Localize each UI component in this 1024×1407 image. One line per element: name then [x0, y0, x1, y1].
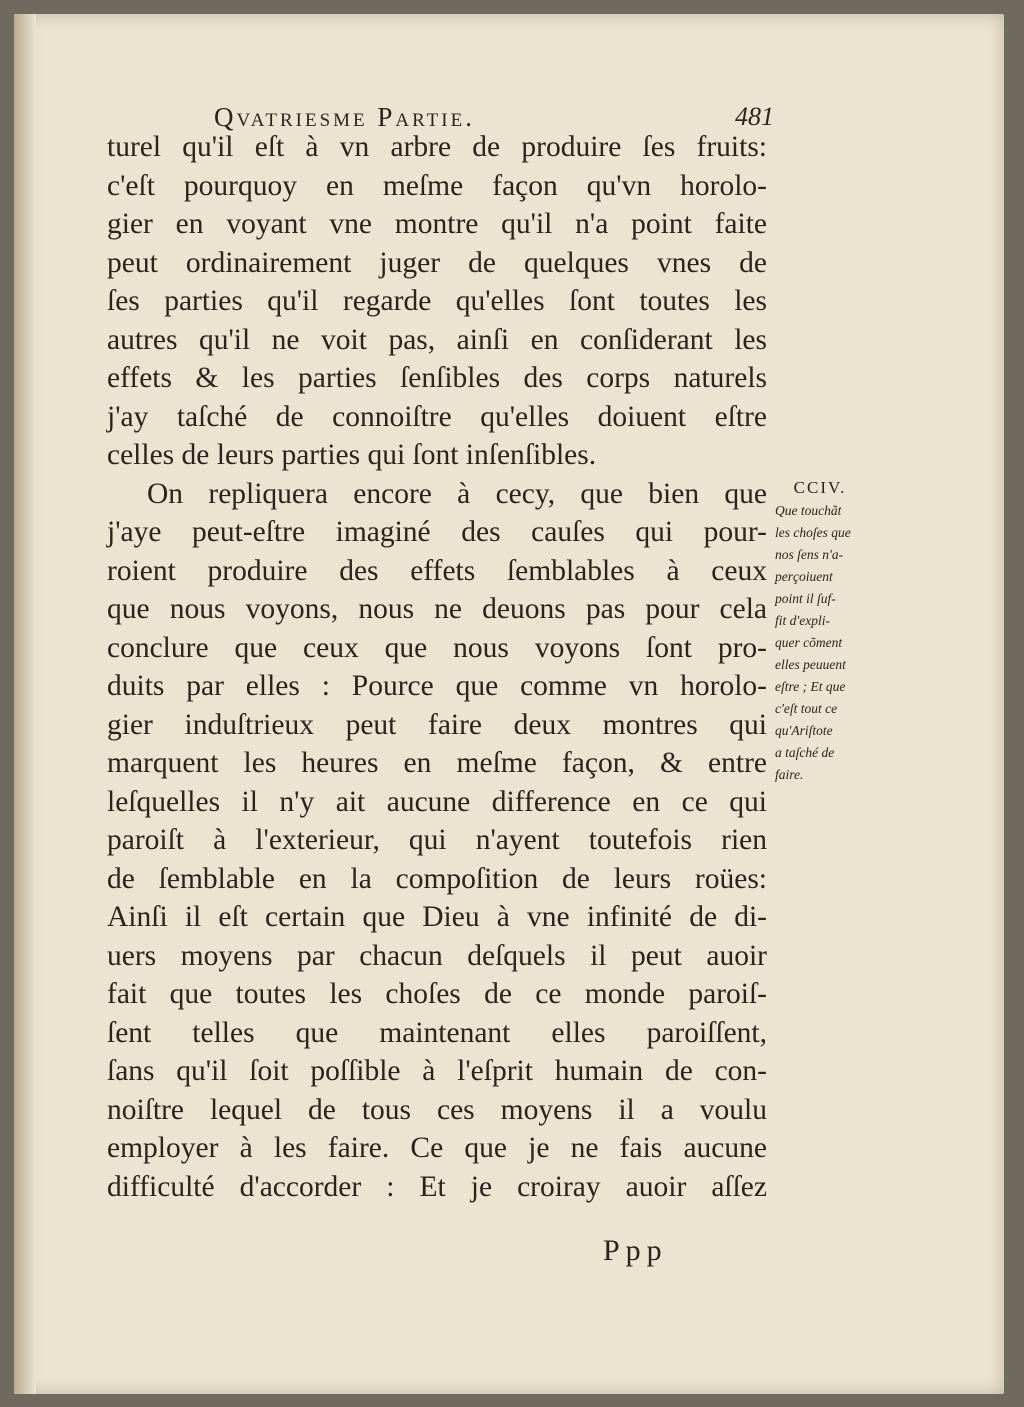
text-line: peut ordinairement juger de quelques vnes de [107, 246, 767, 279]
text-line: difficulté d'accorder : Et je croiray auoir aſſez [107, 1170, 767, 1203]
signature-mark: Ppp [603, 1234, 668, 1267]
text-line: ſans qu'il ſoit poſſible à l'eſprit humain de con- [107, 1055, 767, 1087]
margin-note-line: faire. [775, 767, 804, 782]
margin-note-line: fit d'expli- [775, 613, 830, 628]
margin-note-line: nos ſens n'a- [775, 547, 844, 562]
text-line: effets & les parties ſenſibles des corps naturels [107, 362, 767, 394]
margin-note-line: elles peuuent [775, 657, 846, 672]
text-line: duits par elles : Pource que comme vn horolo- [107, 670, 767, 702]
text-line: roient produire des effets ſemblables à ceux [107, 554, 767, 587]
text-line: paroiſt à l'exterieur, qui n'ayent toutefois rien [107, 824, 767, 856]
margin-note-line: qu'Ariſtote [775, 723, 833, 738]
margin-note-line: c'eſt tout ce [775, 701, 838, 716]
margin-note-line: a taſché de [775, 745, 835, 760]
paragraph-start-line: On repliquera encore à cecy, que bien que [147, 477, 767, 510]
book-spine [14, 14, 36, 1394]
text-line: que nous voyons, nous ne deuons pas pour cela [107, 593, 767, 625]
text-line: de ſemblable en la compoſition de leurs roües: [107, 862, 767, 895]
text-line: gier en voyant vne montre qu'il n'a point faite [107, 208, 767, 240]
main-text [107, 128, 767, 1206]
page-number: 481 [735, 102, 774, 131]
margin-note-line: quer cõment [775, 635, 843, 650]
text-line: j'aye peut-eſtre imaginé des cauſes qui pour- [107, 516, 767, 548]
margin-note-line: Que touchãt [775, 503, 842, 518]
margin-note-line: perçoiuent [775, 569, 833, 584]
margin-note-line: les choſes que [775, 525, 851, 540]
text-line: celles de leurs parties qui ſont inſenſibles. [107, 439, 597, 471]
text-line: autres qu'il ne voit pas, ainſi en conſiderant les [107, 323, 767, 356]
text-line: noiſtre lequel de tous ces moyens il a voulu [107, 1093, 767, 1126]
margin-note-line: point il ſuf- [775, 591, 836, 606]
text-line: gier induſtrieux peut faire deux montres qui [107, 708, 767, 741]
section-title: Qvatriesme Partie. [214, 102, 475, 132]
text-line: employer à les faire. Ce que je ne fais aucune [107, 1132, 767, 1164]
margin-note-line: eſtre ; Et que [775, 679, 846, 694]
text-line: uers moyens par chacun deſquels il peut auoir [107, 939, 767, 972]
text-line: c'eſt pourquoy en meſme façon qu'vn horolo- [107, 169, 767, 202]
text-line: Ainſi il eſt certain que Dieu à vne infinité de di- [107, 901, 767, 933]
text-line: conclure que ceux que nous voyons ſont pro- [107, 631, 767, 664]
margin-note [775, 478, 890, 786]
text-line: ſes parties qu'il regarde qu'elles ſont toutes les [107, 285, 767, 317]
text-line: j'ay taſché de connoiſtre qu'elles doiuent eſtre [107, 400, 767, 433]
text-line: marquent les heures en meſme façon, & entre [107, 747, 767, 779]
text-line: fait que toutes les choſes de ce monde paroiſ- [107, 978, 767, 1010]
text-line: leſquelles il n'y ait aucune difference en ce qui [107, 785, 767, 818]
text-line: turel qu'il eſt à vn arbre de produire ſes fruits: [107, 131, 767, 163]
margin-note-number: CCIV. [793, 478, 847, 497]
text-line: ſent telles que maintenant elles paroiſſent, [107, 1016, 767, 1049]
